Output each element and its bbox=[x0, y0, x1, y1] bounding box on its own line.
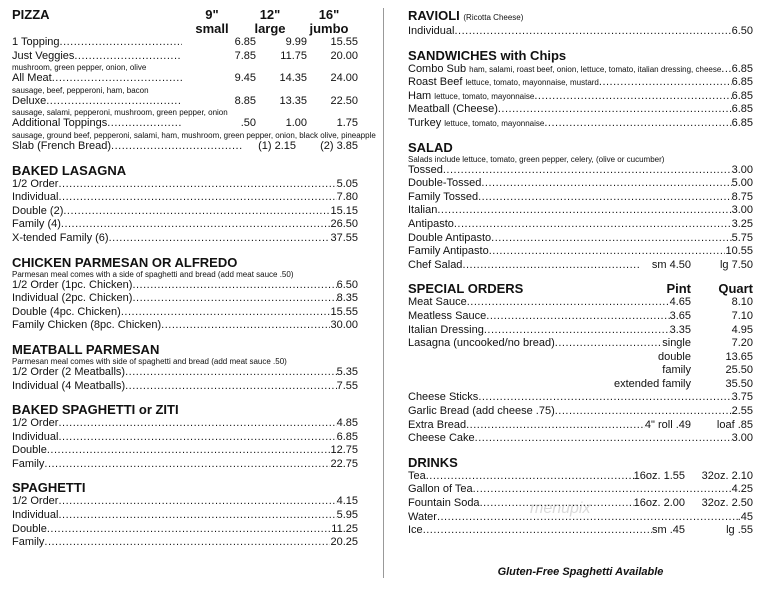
footer-note: Gluten-Free Spaghetti Available bbox=[497, 566, 664, 578]
menu-item: Double (4pc. Chicken) ..... 15.55 bbox=[12, 306, 358, 320]
pint-header: Pint bbox=[666, 281, 691, 297]
menu-item: Turkey lettuce, tomato, mayonnaise ..... 6.85 bbox=[408, 117, 753, 131]
salad-section bbox=[408, 140, 753, 273]
menu-item: Individual ..... 7.80 bbox=[12, 191, 358, 205]
section-title: PIZZA bbox=[12, 7, 50, 22]
sandwiches-section bbox=[408, 48, 753, 131]
section-note: Parmesan meal comes with side of spaghetti and bread (add meat sauce .50) bbox=[12, 356, 287, 366]
section-note: Parmesan meal comes with a side of spaghetti and bread (add meat sauce .50) bbox=[12, 269, 294, 279]
section-title: SANDWICHES with Chips bbox=[408, 47, 567, 63]
menu-item: Slab (French Bread) ..... (1) 2.15 (2) 3.85 bbox=[12, 140, 358, 154]
menu-item: Meat Sauce ..... 4.65 8.10 bbox=[408, 296, 753, 310]
menu-item: 1/2 Order (1pc. Chicken) ..... 6.50 bbox=[12, 279, 358, 293]
menu-item: Extra Bread ..... 4" roll .49 loaf .85 bbox=[408, 419, 753, 433]
size-header-large: 12" large bbox=[254, 7, 286, 36]
meatball-section bbox=[12, 342, 358, 393]
section-title: RAVIOLI (Ricotta Cheese) bbox=[408, 8, 524, 23]
menu-item: Individual ..... 5.95 bbox=[12, 509, 358, 523]
menu-item: Just Veggies ..... 7.85 11.75 20.00 bbox=[12, 50, 358, 64]
menu-item: 1 Topping ..... 6.85 9.99 15.55 bbox=[12, 36, 358, 50]
menu-item: Family Tossed ..... 8.75 bbox=[408, 191, 753, 205]
menu-item: 1/2 Order (2 Meatballs) ..... 5.35 bbox=[12, 366, 358, 380]
menu-item: Italian ..... 3.00 bbox=[408, 204, 753, 218]
watermark: menupix bbox=[530, 500, 591, 517]
quart-header: Quart bbox=[718, 281, 753, 297]
spaghetti-section bbox=[12, 480, 358, 549]
menu-item: Family Chicken (8pc. Chicken) ..... 30.00 bbox=[12, 319, 358, 333]
menu-item: family 25.50 bbox=[662, 364, 753, 377]
menu-item: Lasagna (uncooked/no bread) ..... single 7.20 bbox=[408, 337, 753, 351]
menu-item: Ice ..... sm .45 lg .55 bbox=[408, 524, 753, 538]
menu-item: Family ..... 20.25 bbox=[12, 536, 358, 550]
menu-item: Double-Tossed ..... 5.00 bbox=[408, 177, 753, 191]
size-header-small: 9" small bbox=[195, 7, 229, 36]
menu-item: Double Antipasto ..... 5.75 bbox=[408, 232, 753, 246]
menu-item: Double ..... 12.75 bbox=[12, 444, 358, 458]
item-description: mushroom, green pepper, onion, olive bbox=[12, 63, 147, 73]
menu-item: Double ..... 11.25 bbox=[12, 523, 358, 537]
menu-item: Gallon of Tea ..... 4.25 bbox=[408, 483, 753, 497]
menu-item: Double (2) ..... 15.15 bbox=[12, 205, 358, 219]
menu-item: Ham lettuce, tomato, mayonnaise ..... 6.85 bbox=[408, 90, 753, 104]
size-header-jumbo: 16" jumbo bbox=[309, 7, 349, 36]
menu-item: Deluxe ..... 8.85 13.35 22.50 bbox=[12, 95, 358, 109]
menu-item: Meatless Sauce ..... 3.65 7.10 bbox=[408, 310, 753, 324]
menu-item: Family Antipasto ..... 10.55 bbox=[408, 245, 753, 259]
menu-item: 1/2 Order ..... 5.05 bbox=[12, 178, 358, 192]
menu-item: Family (4) ..... 26.50 bbox=[12, 218, 358, 232]
pizza-section bbox=[12, 7, 376, 154]
chicken-section bbox=[12, 255, 358, 333]
section-title: DRINKS bbox=[408, 454, 458, 470]
item-description: sausage, beef, pepperoni, ham, bacon bbox=[12, 85, 149, 95]
menu-item: Roast Beef lettuce, tomato, mayonnaise, mustard ..... 6.85 bbox=[408, 76, 753, 90]
menu-item: Meatball (Cheese) ..... 6.85 bbox=[408, 103, 753, 117]
menu-item: 1/2 Order ..... 4.85 bbox=[12, 417, 358, 431]
left-column bbox=[12, 7, 376, 550]
menu-item: 1/2 Order ..... 4.15 bbox=[12, 495, 358, 509]
menu-item: Individual (2pc. Chicken) ..... 8.35 bbox=[12, 292, 358, 306]
menu-item: Tossed ..... 3.00 bbox=[408, 164, 753, 178]
menu-item: X-tended Family (6) ..... 37.55 bbox=[12, 232, 358, 246]
section-title: BAKED LASAGNA bbox=[12, 162, 127, 178]
menu-item: Italian Dressing ..... 3.35 4.95 bbox=[408, 324, 753, 338]
menu-item: Additional Toppings ..... .50 1.00 1.75 bbox=[12, 117, 358, 131]
item-description: sausage, ground beef, pepperoni, salami, ham, mushroom, green pepper, onion, black olive, pineapple bbox=[12, 130, 376, 140]
ravioli-section bbox=[408, 8, 753, 39]
menu-item: Cheese Cake ..... 3.00 bbox=[408, 432, 753, 446]
menu-item: Antipasto ..... 3.25 bbox=[408, 218, 753, 232]
section-title: SPECIAL ORDERS bbox=[408, 281, 524, 297]
menu-item: double 13.65 bbox=[657, 350, 753, 363]
section-note: Salads include lettuce, tomato, green pepper, celery, (olive or cucumber) bbox=[408, 154, 665, 164]
drinks-section bbox=[408, 455, 753, 538]
menu-item: All Meat ..... 9.45 14.35 24.00 bbox=[12, 72, 358, 86]
section-title: MEATBALL PARMESAN bbox=[12, 341, 160, 357]
pizza-header bbox=[12, 8, 358, 36]
menu-item: Cheese Sticks ..... 3.75 bbox=[408, 391, 753, 405]
menu-item: extended family 35.50 bbox=[613, 377, 753, 390]
right-column bbox=[408, 8, 753, 538]
menu-item: Tea ..... 16oz. 1.55 32oz. 2.10 bbox=[408, 470, 753, 484]
section-title: BAKED SPAGHETTI or ZITI bbox=[12, 402, 179, 418]
item-description: sausage, salami, pepperoni, mushroom, green pepper, onion bbox=[12, 108, 228, 118]
menu-item: Fountain Soda ..... 16oz. 2.00 32oz. 2.50 bbox=[408, 497, 753, 511]
menu-item: Individual ..... 6.85 bbox=[12, 431, 358, 445]
section-title: SALAD bbox=[408, 139, 453, 155]
menu-item: Water ..... .45 bbox=[408, 511, 753, 525]
menu-item: Combo Sub ham, salami, roast beef, onion, lettuce, tomato, italian dressing, cheese ..... 6.85 bbox=[408, 63, 753, 77]
special-orders-header bbox=[408, 281, 753, 296]
menu-item: Garlic Bread (add cheese .75) ..... 2.55 bbox=[408, 405, 753, 419]
menu-item: Individual (4 Meatballs) ..... 7.55 bbox=[12, 380, 358, 394]
special-orders-section bbox=[408, 281, 753, 446]
menu-item: Individual ..... 6.50 bbox=[408, 25, 753, 39]
menu-item: Family ..... 22.75 bbox=[12, 458, 358, 472]
lasagna-section bbox=[12, 163, 358, 246]
section-title: CHICKEN PARMESAN OR ALFREDO bbox=[12, 254, 238, 270]
section-title: SPAGHETTI bbox=[12, 480, 86, 496]
column-divider bbox=[383, 8, 384, 578]
ziti-section bbox=[12, 402, 358, 471]
menu-item: Chef Salad ..... sm 4.50 lg 7.50 bbox=[408, 259, 753, 273]
